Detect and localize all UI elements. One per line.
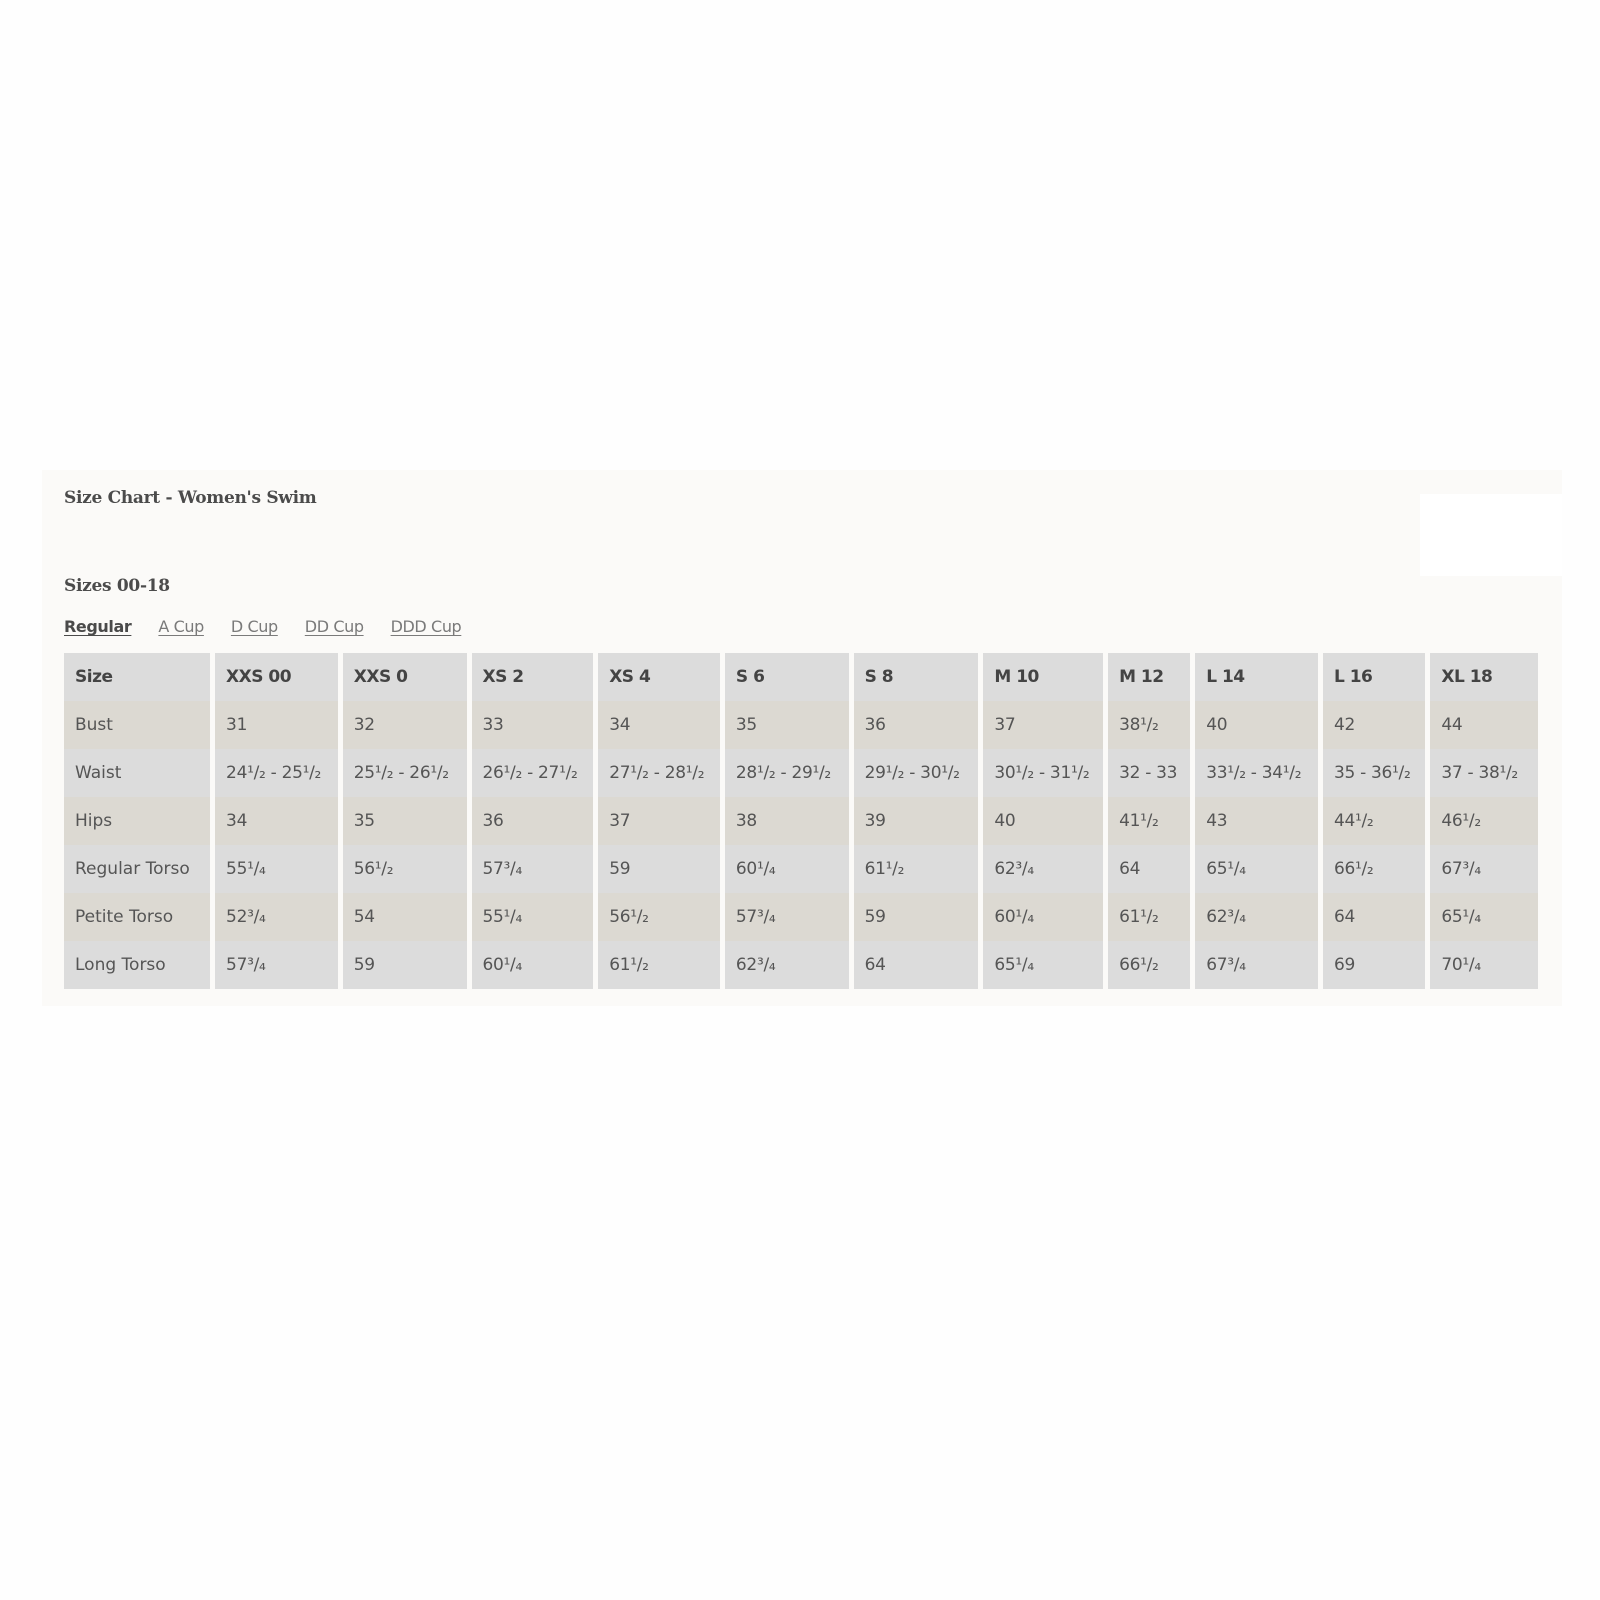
table-cell: 29¹/₂ - 30¹/₂ — [854, 749, 979, 797]
tab-a-cup[interactable]: A Cup — [158, 617, 204, 636]
table-cell: 33 — [472, 701, 594, 749]
table-cell: 40 — [1195, 701, 1318, 749]
table-cell: 67³/₄ — [1195, 941, 1318, 989]
table-header-row — [64, 653, 1538, 701]
table-cell: 25¹/₂ - 26¹/₂ — [343, 749, 467, 797]
table-cell: 56¹/₂ — [598, 893, 720, 941]
table-cell: 62³/₄ — [983, 845, 1103, 893]
table-cell: 55¹/₄ — [215, 845, 338, 893]
table-cell: 66¹/₂ — [1323, 845, 1425, 893]
table-cell: 36 — [854, 701, 979, 749]
table-cell: 36 — [472, 797, 594, 845]
table-header-cell: XXS 00 — [215, 653, 338, 701]
table-cell: 39 — [854, 797, 979, 845]
table-cell: 54 — [343, 893, 467, 941]
row-label: Waist — [64, 749, 210, 797]
table-cell: 65¹/₄ — [1430, 893, 1538, 941]
table-cell: 64 — [854, 941, 979, 989]
table-cell: 60¹/₄ — [472, 941, 594, 989]
section-subtitle: Sizes 00-18 — [64, 576, 170, 596]
table-cell: 33¹/₂ - 34¹/₂ — [1195, 749, 1318, 797]
table-cell: 57³/₄ — [472, 845, 594, 893]
table-cell: 24¹/₂ - 25¹/₂ — [215, 749, 338, 797]
table-cell: 59 — [598, 845, 720, 893]
row-label: Bust — [64, 701, 210, 749]
table-cell: 34 — [598, 701, 720, 749]
table-cell: 44 — [1430, 701, 1538, 749]
table-header-cell: XL 18 — [1430, 653, 1538, 701]
table-cell: 35 - 36¹/₂ — [1323, 749, 1425, 797]
table-cell: 61¹/₂ — [598, 941, 720, 989]
table-cell: 62³/₄ — [725, 941, 849, 989]
table-header-cell: Size — [64, 653, 210, 701]
table-header-cell: M 12 — [1108, 653, 1190, 701]
table-cell: 61¹/₂ — [854, 845, 979, 893]
table-cell: 34 — [215, 797, 338, 845]
row-label: Regular Torso — [64, 845, 210, 893]
table-cell: 66¹/₂ — [1108, 941, 1190, 989]
table-row — [64, 797, 1538, 845]
table-cell: 40 — [983, 797, 1103, 845]
table-cell: 59 — [854, 893, 979, 941]
table-cell: 57³/₄ — [215, 941, 338, 989]
row-label: Long Torso — [64, 941, 210, 989]
table-cell: 38¹/₂ — [1108, 701, 1190, 749]
row-label: Petite Torso — [64, 893, 210, 941]
table-cell: 60¹/₄ — [983, 893, 1103, 941]
table-cell: 41¹/₂ — [1108, 797, 1190, 845]
table-header-cell: XXS 0 — [343, 653, 467, 701]
table-cell: 30¹/₂ - 31¹/₂ — [983, 749, 1103, 797]
table-cell: 62³/₄ — [1195, 893, 1318, 941]
row-label: Hips — [64, 797, 210, 845]
table-row — [64, 845, 1538, 893]
table-cell: 44¹/₂ — [1323, 797, 1425, 845]
table-cell: 43 — [1195, 797, 1318, 845]
table-cell: 67³/₄ — [1430, 845, 1538, 893]
table-cell: 46¹/₂ — [1430, 797, 1538, 845]
table-cell: 42 — [1323, 701, 1425, 749]
table-cell: 60¹/₄ — [725, 845, 849, 893]
table-cell: 56¹/₂ — [343, 845, 467, 893]
table-header-cell: S 8 — [854, 653, 979, 701]
cup-tabs — [64, 617, 461, 636]
table-cell: 69 — [1323, 941, 1425, 989]
table-header-cell: XS 2 — [472, 653, 594, 701]
table-cell: 64 — [1108, 845, 1190, 893]
table-header-cell: L 16 — [1323, 653, 1425, 701]
table-cell: 55¹/₄ — [472, 893, 594, 941]
table-cell: 31 — [215, 701, 338, 749]
table-cell: 27¹/₂ - 28¹/₂ — [598, 749, 720, 797]
table-cell: 38 — [725, 797, 849, 845]
table-cell: 65¹/₄ — [1195, 845, 1318, 893]
table-row — [64, 893, 1538, 941]
table-cell: 35 — [725, 701, 849, 749]
table-header-cell: XS 4 — [598, 653, 720, 701]
table-cell: 64 — [1323, 893, 1425, 941]
table-row — [64, 941, 1538, 989]
table-row — [64, 749, 1538, 797]
table-cell: 32 — [343, 701, 467, 749]
table-cell: 32 - 33 — [1108, 749, 1190, 797]
table-cell: 37 — [983, 701, 1103, 749]
table-header-cell: L 14 — [1195, 653, 1318, 701]
panel-corner-patch — [1420, 494, 1562, 576]
table-cell: 52³/₄ — [215, 893, 338, 941]
table-cell: 37 — [598, 797, 720, 845]
table-cell: 65¹/₄ — [983, 941, 1103, 989]
table-cell: 37 - 38¹/₂ — [1430, 749, 1538, 797]
table-cell: 57³/₄ — [725, 893, 849, 941]
table-cell: 59 — [343, 941, 467, 989]
table-cell: 26¹/₂ - 27¹/₂ — [472, 749, 594, 797]
table-cell: 28¹/₂ - 29¹/₂ — [725, 749, 849, 797]
table-row — [64, 701, 1538, 749]
table-cell: 61¹/₂ — [1108, 893, 1190, 941]
tab-d-cup[interactable]: D Cup — [230, 617, 278, 636]
tab-dd-cup[interactable]: DD Cup — [304, 617, 364, 636]
size-table — [59, 653, 1543, 989]
table-cell: 35 — [343, 797, 467, 845]
table-header-cell: M 10 — [983, 653, 1103, 701]
table-header-cell: S 6 — [725, 653, 849, 701]
page-title: Size Chart - Women's Swim — [64, 488, 317, 508]
tab-regular[interactable]: Regular — [64, 617, 132, 636]
tab-ddd-cup[interactable]: DDD Cup — [390, 617, 462, 636]
table-cell: 70¹/₄ — [1430, 941, 1538, 989]
